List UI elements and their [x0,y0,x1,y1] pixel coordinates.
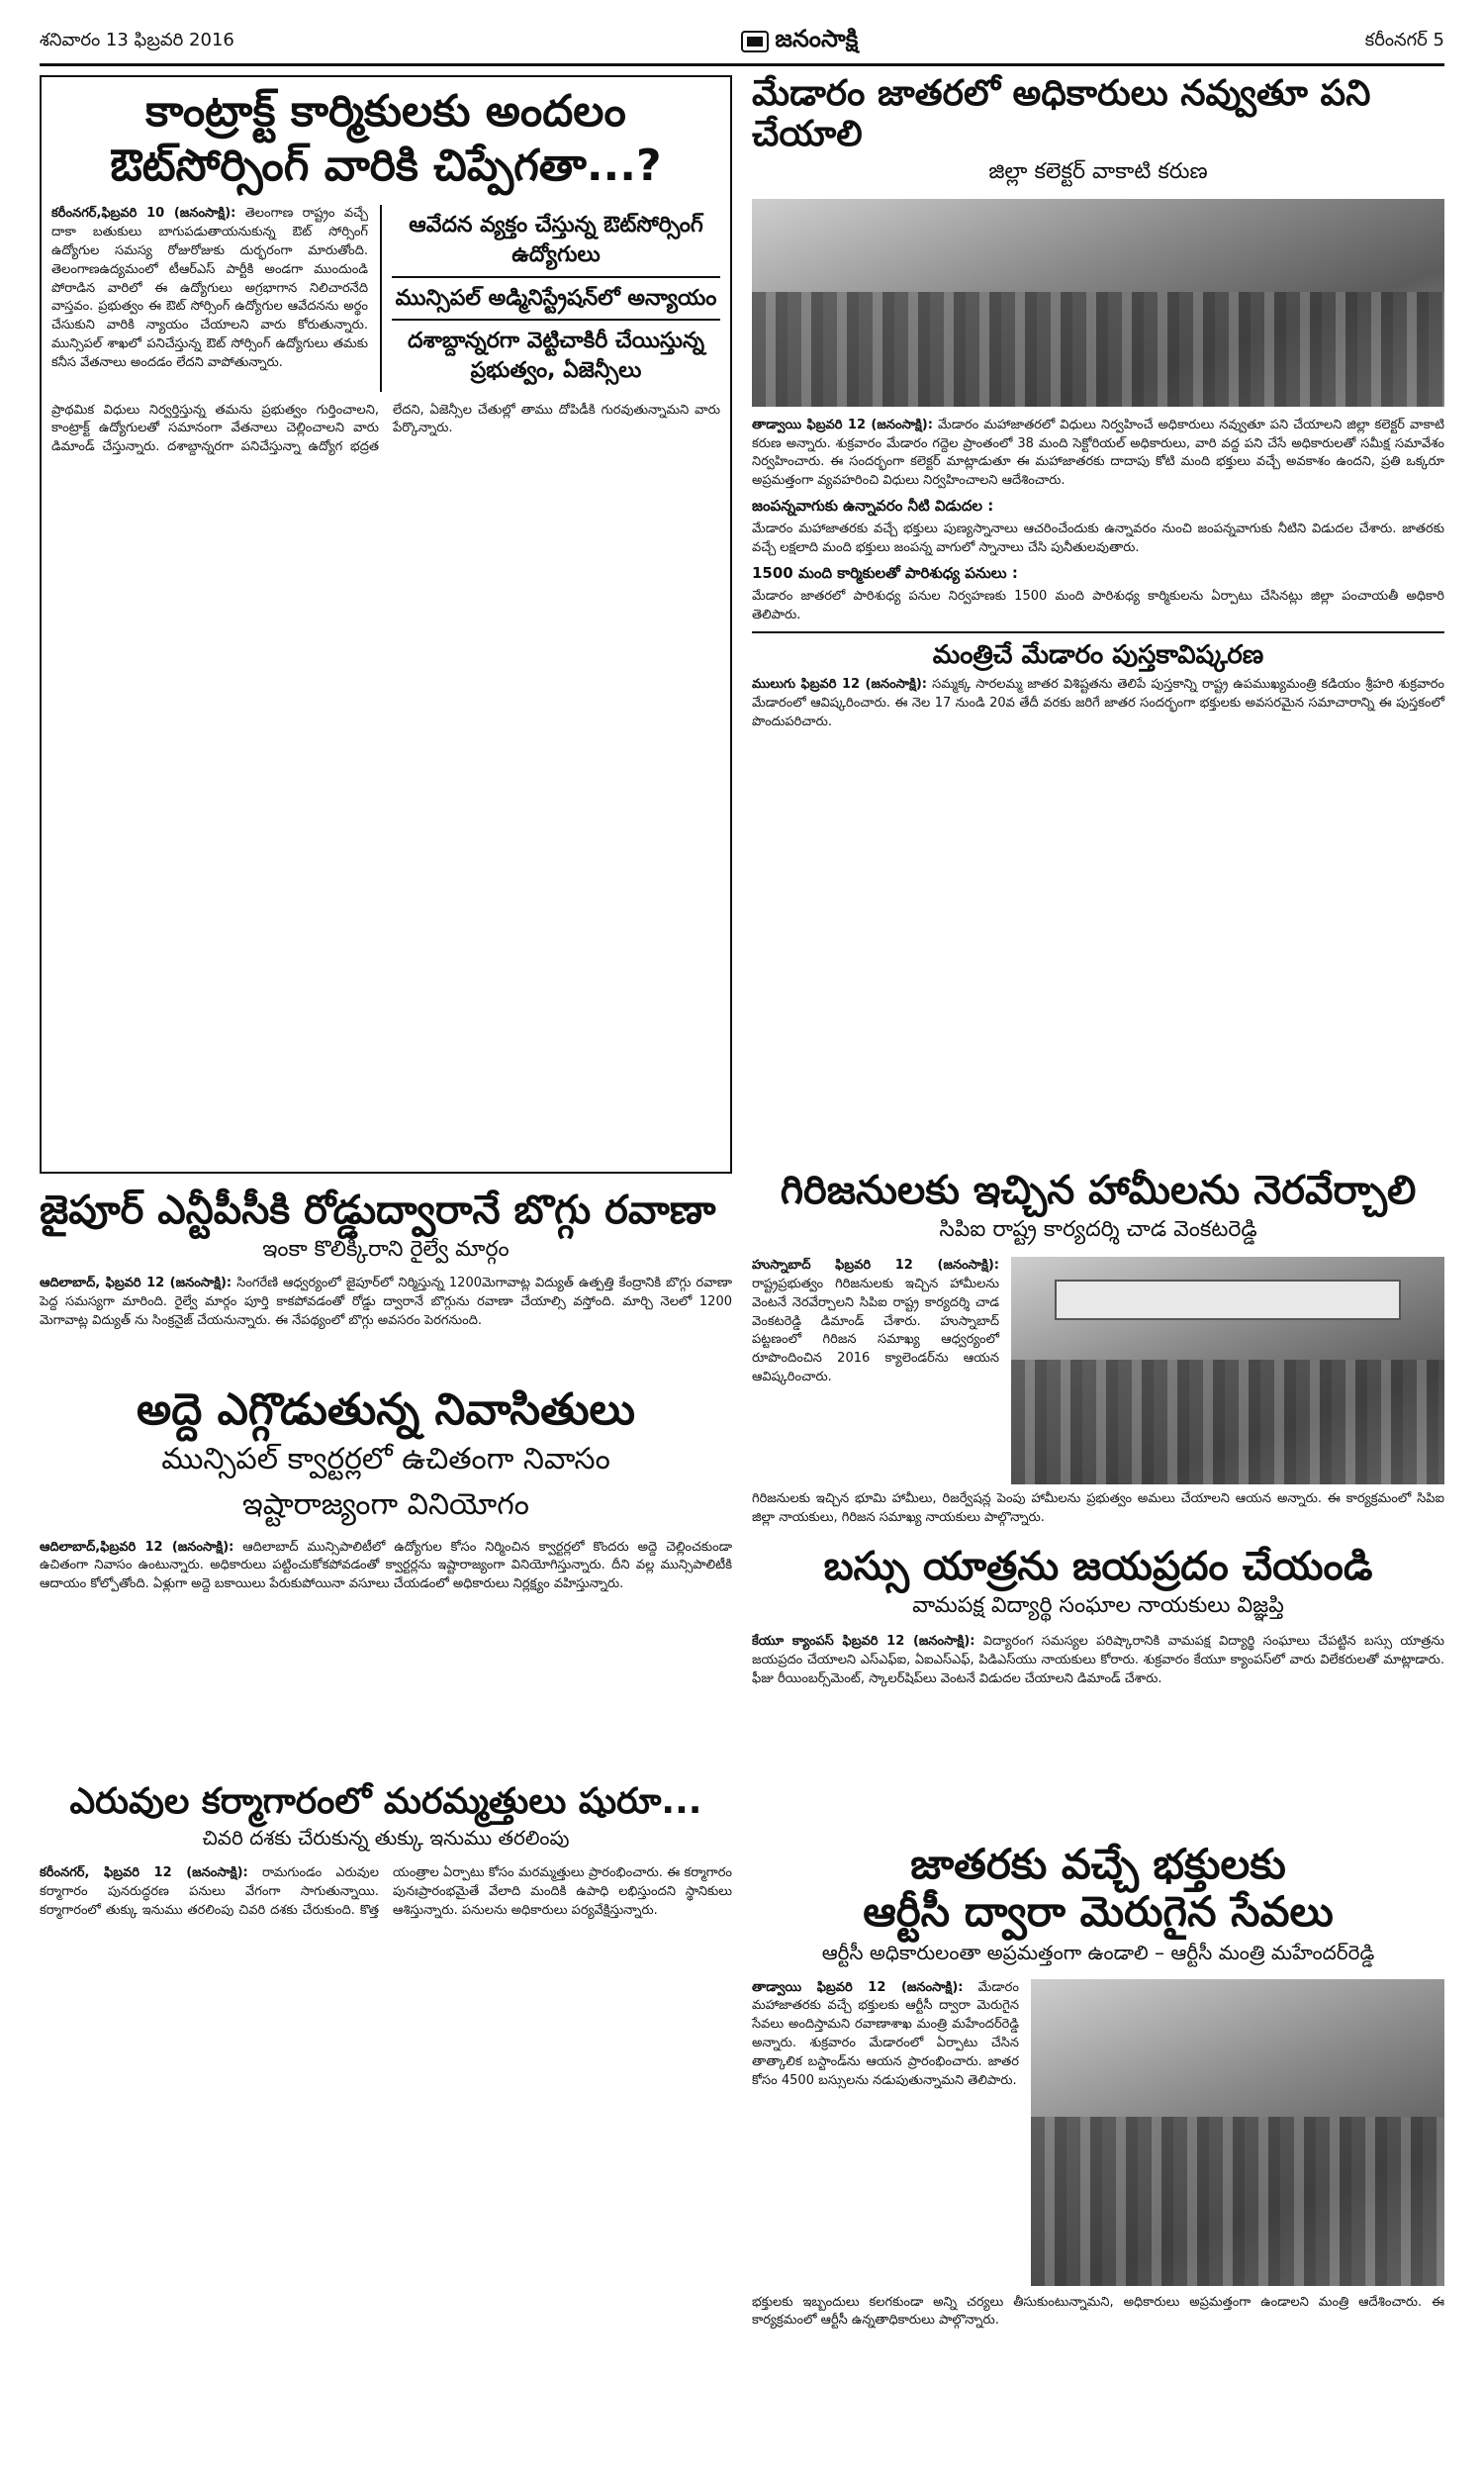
story1-quote-1: ఆవేదన వ్యక్తం చేస్తున్న ఔట్‌సోర్సింగ్ ఉద్యోగులు [392,205,720,277]
story1-headline-line1: కాంట్రాక్ట్ కార్మికులకు అందలం [145,86,626,137]
masthead-page: కరీంనగర్ 5 [1364,29,1444,50]
story5-photo-banner [1055,1280,1401,1320]
story9-headline-line2: ఆర్టీసీ ద్వారా మెరుగైన సేవలు [863,1887,1334,1937]
story5-sub: సిపిఐ రాష్ట్ర కార్యదర్శి చాడ వెంకటరెడ్డి [939,1217,1257,1242]
story4-headline: జైపూర్ ఎన్టీపీసీకి రోడ్డుద్వారానే బొగ్గు రవాణా [40,1188,716,1233]
story2-subhead1: జంపన్నవాగుకు ఉన్నావరం నీటి విడుదల : [752,497,994,516]
story3-body: సమ్మక్క సారలమ్మ జాతర విశిష్టతను తెలిపే పుస్తకాన్ని రాష్ట్ర ఉపముఖ్యమంత్రి కడియం శ్రీహరి శుక్రవారం మేడారంలో ఆవిష్కరించారు. ఈ నెల 17 నుండి 20వ తేదీ వరకు జరిగే జాతర సందర్భంగా భక్తులకు అవసరమైన సమాచారాన్ని ఈ పుస్తకంలో పొందుపరిచారు. [752,677,1445,730]
masthead-date: శనివారం 13 ఫిబ్రవరి 2016 [40,29,234,50]
story-tribal-promises [752,1168,1444,1524]
story-medaram-officials [752,73,1444,1152]
story2-dateline: తాడ్వాయి ఫిబ్రవరి 12 (జనంసాక్షి): [752,417,933,432]
story2-body: మేడారం మహాజాతరలో విధులు నిర్వహించే అధికారులు నవ్వుతూ పని చేయాలని జిల్లా కలెక్టర్ వాకాటి కరుణ అన్నారు. శుక్రవారం మేడారం గద్దెల ప్రాంతంలో 38 మంది సెక్టోరియల్ అధికారులు, వారి వద్ద పని చేసే అధికారులతో సమీక్ష సమావేశం నిర్వహించారు. ఈ సందర్భంగా కలెక్టర్ మాట్లాడుతూ ఈ మహాజాతరకు దాదాపు కోటి మంది భక్తులు వచ్చే అవకాశం ఉందని, ప్రతి ఒక్కరూ అప్రమత్తంగా వ్యవహరించి విధులు నిర్వహించాలని ఆదేశించారు. [752,417,1444,489]
story9-headline-line1: జాతరకు వచ్చే భక్తులకు [910,1840,1286,1888]
story9-dateline: తాడ్వాయి ఫిబ్రవరి 12 (జనంసాక్షి): [752,1979,964,1995]
story2-subhead2: 1500 మంది కార్మికులతో పారిశుధ్య పనులు : [752,563,1018,582]
story8-body: రామగుండం ఎరువుల కర్మాగారం పునరుద్ధరణ పనులు వేగంగా సాగుతున్నాయి. కర్మాగారంలో తుక్కు ఇనుము తరలింపు చివరి దశకు చేరుకుంది. కొత్త యంత్రాల ఏర్పాటు కోసం మరమ్మత్తులు ప్రారంభించారు. ఈ కర్మాగారం పునఃప్రారంభమైతే వేలాది మందికి ఉపాధి లభిస్తుందని స్థానికులు ఆశిస్తున్నారు. పనులను అధికారులు పర్యవేక్షిస్తున్నారు. [40,1865,732,1919]
story2-photo-crowd [752,292,1444,407]
story8-dateline: కరీంనగర్, ఫిబ్రవరి 12 (జనంసాక్షి): [40,1865,248,1881]
story3-dateline: ములుగు ఫిబ్రవరి 12 (జనంసాక్షి): [752,677,928,693]
story6-sub1: మున్సిపల్ క్వార్టర్లలో ఉచితంగా నివాసం [161,1441,610,1476]
story2-sub: జిల్లా కలెక్టర్ వాకాటి కరుణ [988,158,1208,184]
story5-dateline: హుస్నాబాద్ ఫిబ్రవరి 12 (జనంసాక్షి): [752,1258,999,1273]
story-bus-yatra [752,1544,1444,1821]
masthead-rule [40,63,1444,66]
story1-body2: ప్రాథమిక విధులు నిర్వర్తిస్తున్న తమను ప్రభుత్వం గుర్తించాలని, కాంట్రాక్ట్ ఉద్యోగులతో సమానంగా వేతనాలు చెల్లించాలని వారు డిమాండ్ చేస్తున్నారు. దశాబ్దాన్నరగా పనిచేస్తున్నా ఉద్యోగ భద్రత లేదని, ఏజెన్సీల చేతుల్లో తాము దోపిడీకి గురవుతున్నామని వారు పేర్కొన్నారు. [51,402,720,455]
story-fertilizer-factory [40,1781,732,2454]
story5-photo-people [1011,1360,1444,1485]
story9-photo-people [1031,2117,1444,2286]
story1-headline-line2: ఔట్‌సోర్సింగ్ వారికి చిప్పేగతా...? [110,140,662,191]
story1-body1: తెలంగాణ రాష్ట్రం వచ్చే దాకా బతుకులు బాగుపడుతాయనుకున్న ఔట్ సోర్సింగ్ ఉద్యోగుల సమస్య రోజురోజుకు దుర్భరంగా మారుతోంది. తెలంగాణఉద్యమంలో టీఆర్ఎస్ పార్టీకి అండగా ముందుండి పోరాడిన వారిలో ఈ ఉద్యోగులు అగ్రభాగాన నిలిచారనేది వాస్తవం. ప్రభుత్వం ఈ ఔట్ సోర్సింగ్ ఉద్యోగుల ఆవేదనను అర్థం చేసుకుని వారికి న్యాయం చేయాలని వారు కోరుతున్నారు. మున్సిపల్ శాఖలో పనిచేస్తున్న ఔట్ సోర్సింగ్ ఉద్యోగులు తమకు కనీస వేతనాలు అందడం లేదని వాపోతున్నారు. [51,206,368,370]
story5-body: రాష్ట్రప్రభుత్వం గిరిజనులకు ఇచ్చిన హామీలను వెంటనే నెరవేర్చాలని సిపిఐ రాష్ట్ర కార్యదర్శి చాడ వెంకటరెడ్డి డిమాండ్ చేశారు. హుస్నాబాద్ పట్టణంలో గిరిజన సమాఖ్య ఆధ్వర్యంలో రూపొందించిన 2016 క్యాలెండర్‌ను ఆయన ఆవిష్కరించారు. [752,1276,999,1385]
story9-photo [1031,1979,1444,2286]
newspaper-logo-icon [741,31,769,52]
story1-quote-box [380,205,720,391]
story7-body: విద్యారంగ సమస్యల పరిష్కారానికి వామపక్ష విద్యార్థి సంఘాలు చేపట్టిన బస్సు యాత్రను జయప్రదం చేయాలని ఎస్ఎఫ్ఐ, ఏఐఎస్ఎఫ్, పిడిఎస్‌యు నాయకులు కోరారు. శుక్రవారం కేయూ క్యాంపస్‌లో వారు విలేకరులతో మాట్లాడారు. ఫీజు రీయింబర్స్‌మెంట్, స్కాలర్‌షిప్‌లు వెంటనే విడుదల చేయాలని డిమాండ్ చేశారు. [752,1634,1444,1686]
story2-photo [752,199,1444,407]
story2-divider [752,631,1444,633]
story6-dateline: ఆదిలాబాద్,ఫిబ్రవరి 12 (జనంసాక్షి): [40,1539,234,1555]
story7-dateline: కేయూ క్యాంపస్ ఫిబ్రవరి 12 (జనంసాక్షి): [752,1634,975,1649]
story-rent-defaulters [40,1385,732,1761]
story8-sub: చివరి దశకు చేరుకున్న తుక్కు ఇనుము తరలింపు [202,1826,570,1851]
story3-headline: మంత్రిచే మేడారం పుస్తకావిష్కరణ [932,639,1264,670]
story2-body3: మేడారం జాతరలో పారిశుధ్య పనుల నిర్వహణకు 1500 మంది పారిశుధ్య కార్మికులను ఏర్పాటు చేసినట్లు జిల్లా పంచాయతీ అధికారి తెలిపారు. [752,588,1444,622]
story4-body: సింగరేణి ఆధ్వర్యంలో జైపూర్‌లో నిర్మిస్తున్న 1200మెగావాట్ల విద్యుత్ ఉత్పత్తి కేంద్రానికి బొగ్గు రవాణా పెద్ద సమస్యగా మారింది. రైల్వే మార్గం పూర్తి కాకపోవడంతో రోడ్డు ద్వారానే బొగ్గును రవాణా చేయాల్సి వస్తోంది. మార్చి నెలలో 1200 మెగావాట్ల విద్యుత్ ను సింక్రనైజ్ చేయనున్నారు. ఈ నేపథ్యంలో బొగ్గు అవసరం పెరగనుంది. [40,1276,732,1328]
story7-headline: బస్సు యాత్రను జయప్రదం చేయండి [823,1544,1373,1589]
story5-body2: గిరిజనులకు ఇచ్చిన భూమి హామీలు, రిజర్వేషన్ల పెంపు హామీలను ప్రభుత్వం అమలు చేయాలని ఆయన అన్నారు. ఈ కార్యక్రమంలో సిపిఐ జిల్లా నాయకులు, గిరిజన సమాఖ్య నాయకులు పాల్గొన్నారు. [752,1491,1444,1525]
story9-body2: భక్తులకు ఇబ్బందులు కలగకుండా అన్ని చర్యలు తీసుకుంటున్నామని, అధికారులు అప్రమత్తంగా ఉండాలని మంత్రి ఆదేశించారు. ఈ కార్యక్రమంలో ఆర్టీసీ ఉన్నతాధికారులు పాల్గొన్నారు. [752,2294,1444,2329]
story2-body2: మేడారం మహాజాతరకు వచ్చే భక్తులు పుణ్యస్నానాలు ఆచరించేందుకు ఉన్నావరం నుంచి జంపన్నవాగుకు నీటిని విడుదల చేశారు. జాతరకు వచ్చే లక్షలాది మంది భక్తులు జంపన్న వాగులో స్నానాలు చేసి పునీతులవుతారు. [752,522,1444,555]
masthead-logo [741,25,858,58]
story-rtc-services [752,1841,1444,2454]
masthead-paper-name: జనంసాక్షి [775,25,859,52]
story5-photo [1011,1257,1444,1484]
story1-dateline: కరీంనగర్,ఫిబ్రవరి 10 (జనంసాక్షి): [51,206,236,222]
story6-headline: అద్దె ఎగ్గొడుతున్న నివాసితులు [137,1384,635,1435]
story4-dateline: ఆదిలాబాద్, ఫిబ్రవరి 12 (జనంసాక్షి): [40,1276,232,1290]
story4-sub: ఇంకా కొలిక్కిరాని రైల్వే మార్గం [262,1237,510,1262]
story9-sub: ఆర్టీసీ అధికారులంతా అప్రమత్తంగా ఉండాలి – ఆర్టీసీ మంత్రి మహేందర్‌రెడ్డి [821,1940,1375,1964]
story5-headline: గిరిజనులకు ఇచ్చిన హామీలను నెరవేర్చాలి [780,1168,1417,1213]
story7-sub: వామపక్ష విద్యార్థి సంఘాల నాయకులు విజ్ఞప్తి [912,1593,1284,1618]
story1-quote-2: మున్సిపల్ అడ్మినిస్ట్రేషన్‌లో అన్యాయం [392,278,720,322]
story1-quote-3: దశాబ్దాన్నరగా వెట్టిచాకిరీ చేయిస్తున్న ప్రభుత్వం, ఏజెన్సీలు [407,329,705,383]
story2-headline: మేడారం జాతరలో అధికారులు నవ్వుతూ పని చేయాలి [752,73,1371,155]
story8-headline: ఎరువుల కర్మాగారంలో మరమ్మత్తులు షురూ... [69,1781,702,1822]
story6-body: ఆదిలాబాద్ మున్సిపాలిటీలో ఉద్యోగుల కోసం నిర్మించిన క్వార్టర్లలో కొందరు అద్దె చెల్లించకుండా ఉచితంగా నివాసం ఉంటున్నారు. అధికారులు పట్టించుకోకపోవడంతో క్వార్టర్లను ఇష్టారాజ్యంగా వినియోగిస్తున్నారు. దీని వల్ల మున్సిపాలిటీకి ఆదాయం కోల్పోతోంది. ఏళ్లుగా అద్దె బకాయిలు పేరుకుపోయినా వసూలు చేయడంలో అధికారులు నిర్లక్ష్యం వహిస్తున్నారు. [40,1539,732,1592]
masthead [40,24,1444,59]
story-contract-workers [40,75,732,1174]
story9-body: మేడారం మహాజాతరకు వచ్చే భక్తులకు ఆర్టీసీ ద్వారా మెరుగైన సేవలు అందిస్తామని రవాణాశాఖ మంత్రి మహేందర్‌రెడ్డి అన్నారు. శుక్రవారం మేడారంలో ఏర్పాటు చేసిన తాత్కాలిక బస్టాండ్‌ను ఆయన ప్రారంభించారు. జాతర కోసం 4500 బస్సులను నడుపుతున్నామని తెలిపారు. [752,1979,1019,2088]
story6-sub2: ఇష్టారాజ్యంగా వినియోగం [242,1486,529,1522]
